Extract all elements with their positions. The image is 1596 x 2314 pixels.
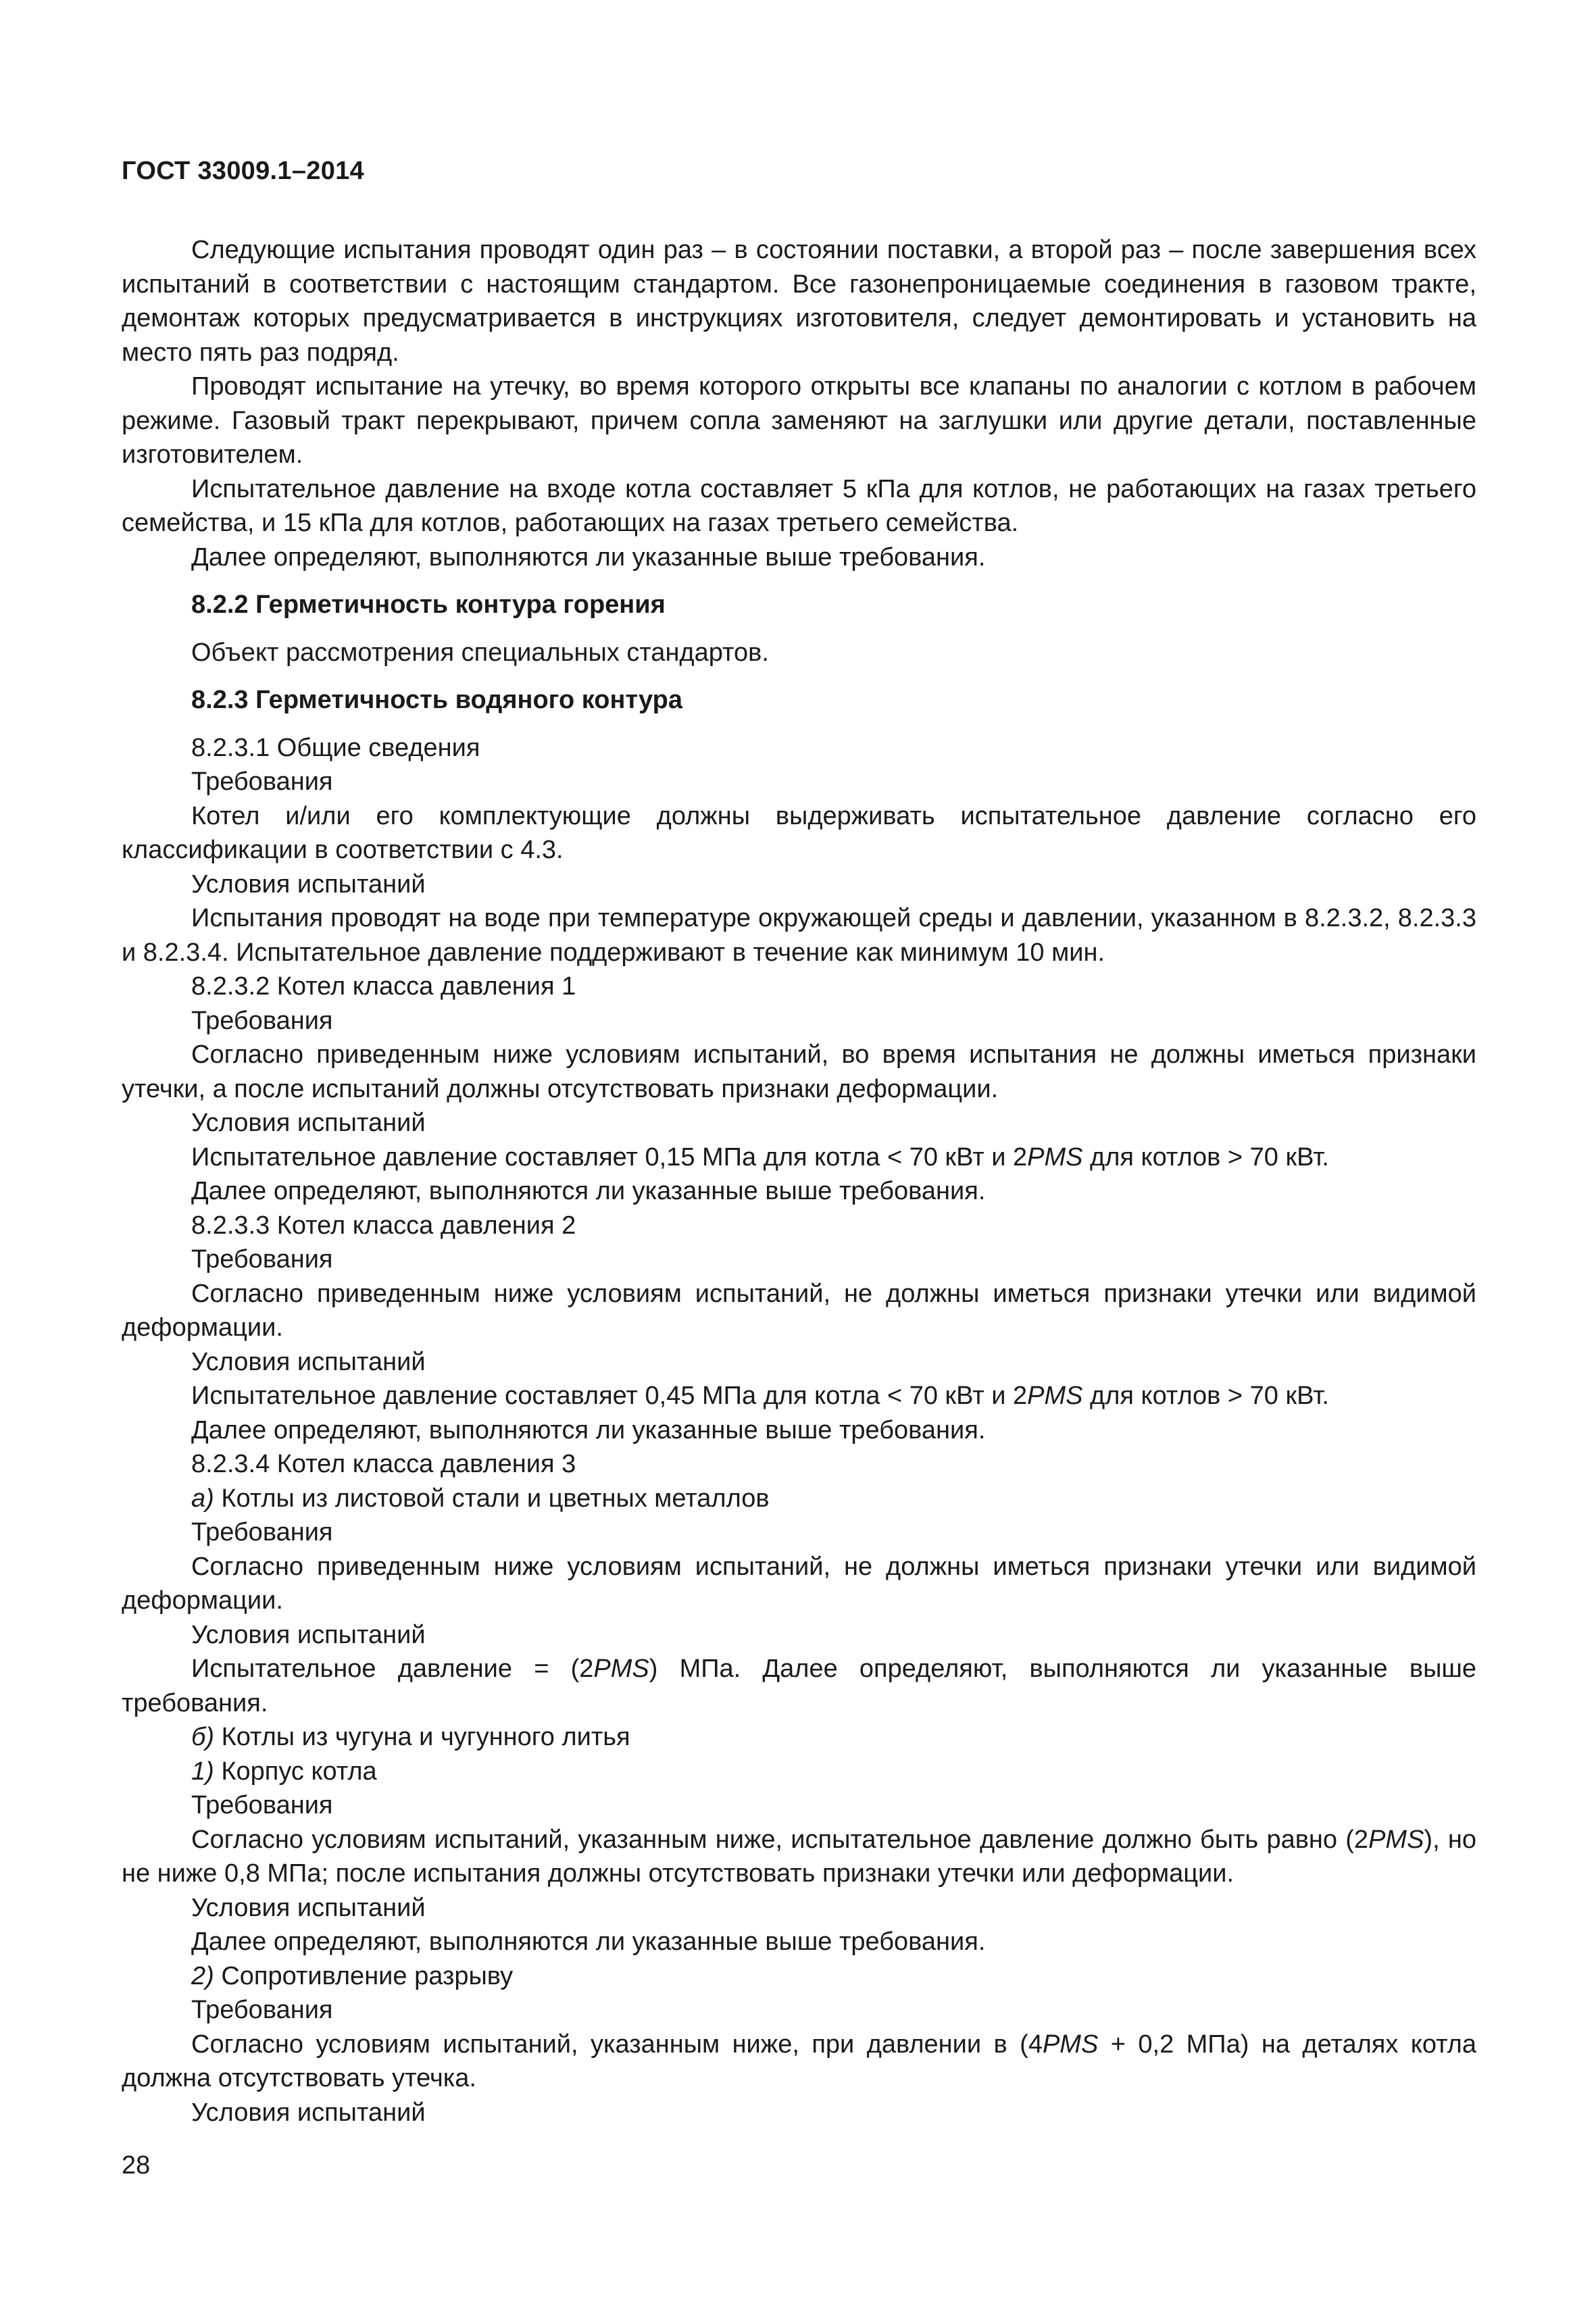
test-conditions-label: Условия испытаний bbox=[191, 1620, 426, 1649]
test-conditions-label: Условия испытаний bbox=[191, 1893, 426, 1922]
requirements-label: Требования bbox=[191, 1518, 333, 1546]
paragraph: Далее определяют, выполняются ли указанные выше требования. bbox=[191, 543, 986, 572]
paragraph: Испытания проводят на воде при температуре окружающей среды и давлении, указанном в 8.2.3.2, 8.2.3.3 и 8.2.3.4. Испытательное давление поддерживают в течение как минимум 10 мин. bbox=[122, 904, 1476, 967]
paragraph: Согласно приведенным ниже условиям испытаний, не должны иметься признаки утечки или видимой деформации. bbox=[122, 1552, 1476, 1615]
paragraph: Объект рассмотрения специальных стандартов. bbox=[191, 638, 769, 667]
document-page bbox=[122, 0, 1476, 2314]
document-header-id: ГОСТ 33009.1–2014 bbox=[122, 157, 364, 185]
requirements-label: Требования bbox=[191, 1996, 333, 2024]
requirements-label: Требования bbox=[191, 768, 333, 796]
section-heading-8-2-2: 8.2.2 Герметичность контура горения bbox=[191, 590, 666, 619]
subsection-title-8-2-3-1: 8.2.3.1 Общие сведения bbox=[191, 733, 480, 762]
paragraph: Испытательное давление составляет 0,15 МПа для котла < 70 кВт и 2PMS для котлов > 70 кВт. bbox=[191, 1142, 1329, 1172]
requirements-label: Требования bbox=[191, 1006, 333, 1035]
subsection-title-8-2-3-3: 8.2.3.3 Котел класса давления 2 bbox=[191, 1211, 576, 1240]
subsection-title-8-2-3-4: 8.2.3.4 Котел класса давления 3 bbox=[191, 1450, 576, 1478]
paragraph: Следующие испытания проводят один раз – в состоянии поставки, а второй раз – после завершения всех испытаний в соответствии с настоящим стандартом. Все газонепроницаемые соединения в газовом тракте, демонтаж которых предусматривается в инструкциях изготовителя, следует демонтировать и установить на место пять раз подряд. bbox=[122, 236, 1476, 367]
paragraph: Согласно условиям испытаний, указанным ниже, испытательное давление должно быть равно (2PMS), но не ниже 0,8 МПа; после испытания должны отсутствовать признаки утечки или деформации. bbox=[122, 1825, 1476, 1888]
page-number: 28 bbox=[122, 2151, 151, 2180]
test-conditions-label: Условия испытаний bbox=[191, 1109, 426, 1137]
list-item: а) Котлы из листовой стали и цветных металлов bbox=[191, 1484, 770, 1513]
paragraph: Котел и/или его комплектующие должны выдерживать испытательное давление согласно его классификации в соответствии с 4.3. bbox=[122, 801, 1476, 864]
list-item: 1) Корпус котла bbox=[191, 1757, 377, 1786]
paragraph: Согласно приведенным ниже условиям испытаний, во время испытания не должны иметься признаки утечки, а после испытаний должны отсутствовать признаки деформации. bbox=[122, 1040, 1476, 1103]
paragraph: Далее определяют, выполняются ли указанные выше требования. bbox=[191, 1928, 986, 1956]
list-item: 2) Сопротивление разрыву bbox=[191, 1961, 514, 1990]
paragraph: Согласно условиям испытаний, указанным ниже, при давлении в (4PMS + 0,2 МПа) на деталях котла должна отсутствовать утечка. bbox=[122, 2030, 1476, 2092]
requirements-label: Требования bbox=[191, 1245, 333, 1274]
requirements-label: Требования bbox=[191, 1791, 333, 1819]
test-conditions-label: Условия испытаний bbox=[191, 870, 426, 899]
subsection-title-8-2-3-2: 8.2.3.2 Котел класса давления 1 bbox=[191, 972, 576, 1001]
paragraph: Далее определяют, выполняются ли указанные выше требования. bbox=[191, 1177, 986, 1205]
paragraph: Испытательное давление на входе котла составляет 5 кПа для котлов, не работающих на газах третьего семейства, и 15 кПа для котлов, работающих на газах третьего семейства. bbox=[122, 474, 1476, 537]
test-conditions-label: Условия испытаний bbox=[191, 1347, 426, 1376]
paragraph: Далее определяют, выполняются ли указанные выше требования. bbox=[191, 1415, 986, 1444]
document-body bbox=[122, 233, 1476, 2130]
paragraph: Проводят испытание на утечку, во время которого открыты все клапаны по аналогии с котлом в рабочем режиме. Газовый тракт перекрывают, причем сопла заменяют на заглушки или другие детали, поставленные изготовителем. bbox=[122, 372, 1476, 469]
paragraph: Согласно приведенным ниже условиям испытаний, не должны иметься признаки утечки или видимой деформации. bbox=[122, 1279, 1476, 1342]
list-item: б) Котлы из чугуна и чугунного литья bbox=[191, 1723, 630, 1751]
section-heading-8-2-3: 8.2.3 Герметичность водяного контура bbox=[191, 686, 682, 714]
paragraph: Испытательное давление составляет 0,45 МПа для котла < 70 кВт и 2PMS для котлов > 70 кВт. bbox=[191, 1382, 1329, 1410]
test-conditions-label: Условия испытаний bbox=[191, 2098, 426, 2127]
paragraph: Испытательное давление = (2PMS) МПа. Далее определяют, выполняются ли указанные выше требования. bbox=[122, 1655, 1477, 1717]
